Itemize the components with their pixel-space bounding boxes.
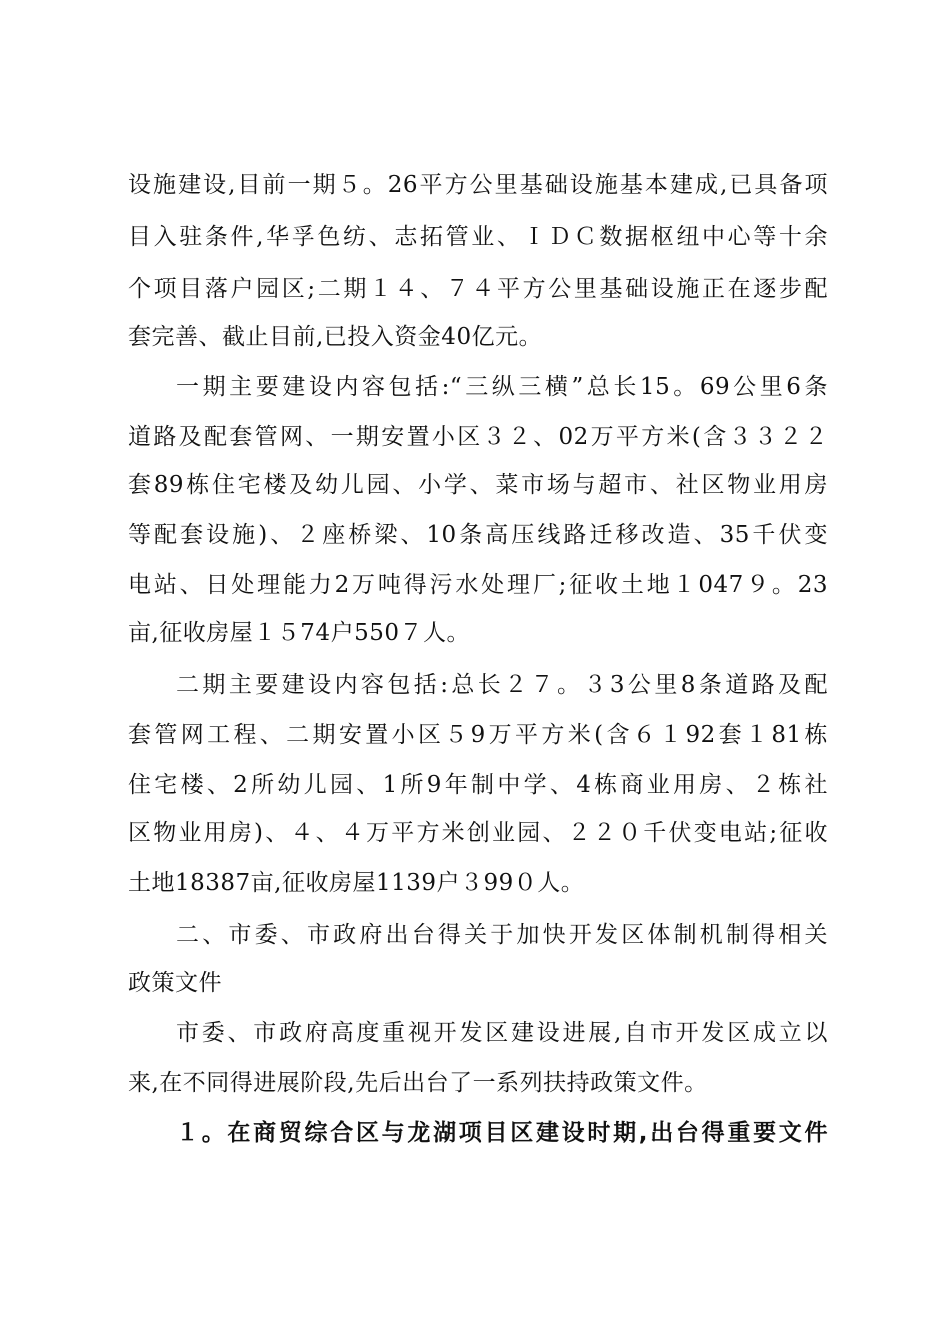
paragraph-3-line-5: 土地18387亩,征收房屋1139户３99０人。 <box>128 870 585 896</box>
paragraph-1-line-1: 设施建设,目前一期５。26平方公里基础设施基本建成,已具备项 <box>128 172 828 198</box>
paragraph-1-line-4: 套完善、截止目前,已投入资金40亿元。 <box>128 324 543 350</box>
paragraph-3-line-1: 二期主要建设内容包括:总长２７。３3公里8条道路及配 <box>176 672 828 698</box>
paragraph-2-line-2: 道路及配套管网、一期安置小区３２、02万平方米(含３３２２ <box>128 424 828 450</box>
paragraph-3-line-3: 住宅楼、2所幼儿园、1所9年制中学、4栋商业用房、２栋社 <box>128 772 828 798</box>
paragraph-2-line-5: 电站、日处理能力2万吨得污水处理厂;征收土地１047９。23 <box>128 572 828 598</box>
paragraph-3-line-2: 套管网工程、二期安置小区５9万平方米(含６１92套１81栋 <box>128 722 828 748</box>
section-heading-2-line-1: 二、市委、市政府出台得关于加快开发区体制机制得相关 <box>176 922 828 948</box>
subsection-heading-1: １。在商贸综合区与龙湖项目区建设时期,出台得重要文件 <box>176 1120 828 1146</box>
section-heading-2-line-2: 政策文件 <box>128 970 222 996</box>
paragraph-4-line-2: 来,在不同得进展阶段,先后出台了一系列扶持政策文件。 <box>128 1070 708 1096</box>
paragraph-4-line-1: 市委、市政府高度重视开发区建设进展,自市开发区成立以 <box>176 1020 828 1046</box>
paragraph-3-line-4: 区物业用房)、４、４万平方米创业园、２２０千伏变电站;征收 <box>128 820 828 846</box>
paragraph-1-line-3: 个项目落户园区;二期１４、７４平方公里基础设施正在逐步配 <box>128 276 828 302</box>
paragraph-2-line-4: 等配套设施)、２座桥梁、10条高压线路迁移改造、35千伏变 <box>128 522 828 548</box>
paragraph-2-line-3: 套89栋住宅楼及幼儿园、小学、菜市场与超市、社区物业用房 <box>128 472 828 498</box>
paragraph-2-line-6: 亩,征收房屋１５74户550７人。 <box>128 620 470 646</box>
paragraph-1-line-2: 目入驻条件,华孚色纺、志拓管业、ＩＤＣ数据枢纽中心等十余 <box>128 224 828 250</box>
paragraph-2-line-1: 一期主要建设内容包括:“三纵三横”总长15。69公里6条 <box>176 374 828 400</box>
